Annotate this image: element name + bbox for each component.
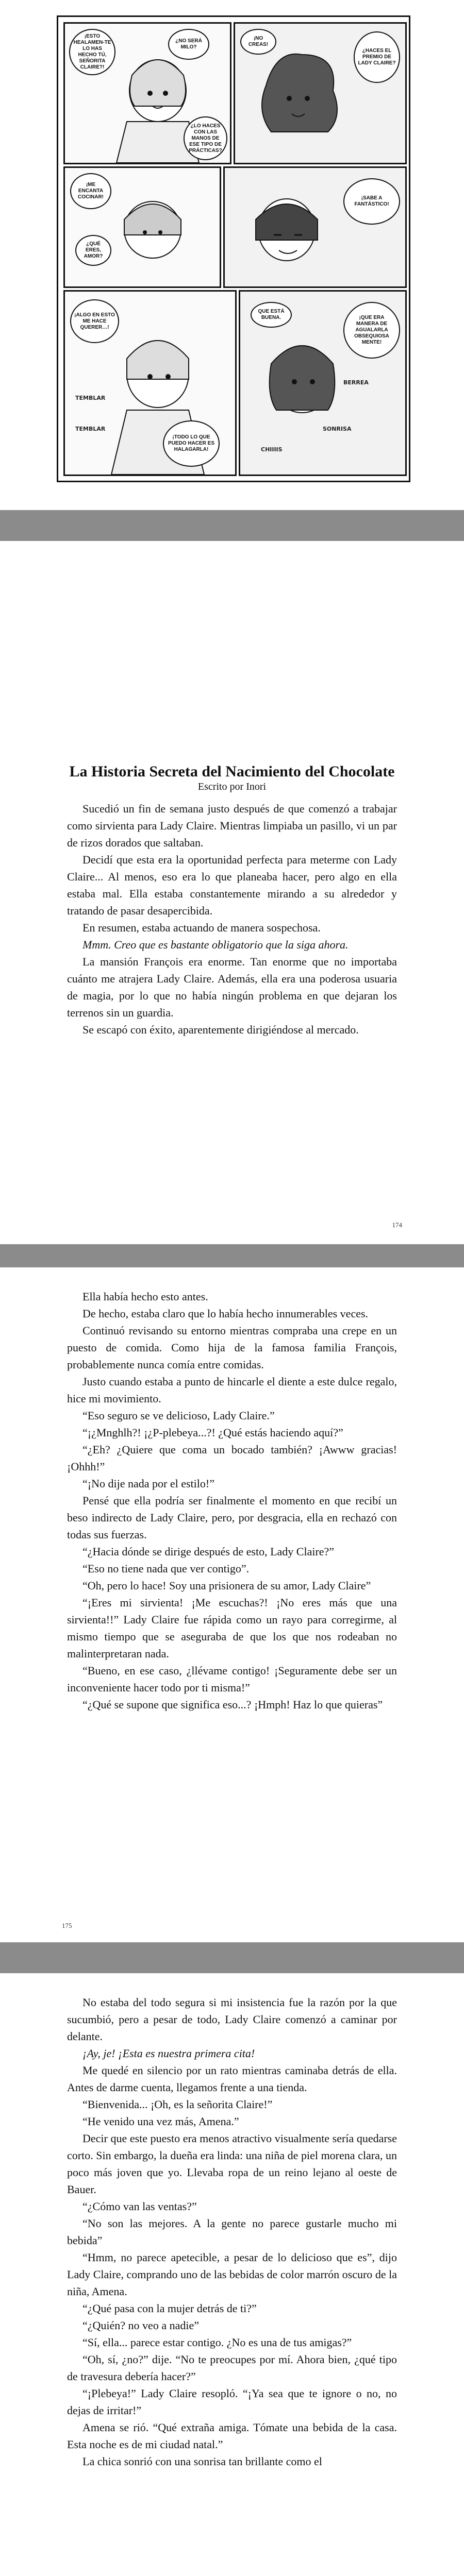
paragraph: “¡¿Mnghlh?! ¡¿P-plebeya...?! ¿Qué estás haciendo aquí?” (82, 1426, 343, 1439)
paragraph: “Bueno, en ese caso, ¿llévame contigo! ¡Seguramente debe ser un inconveniente hacer todo por ti misma!” (67, 1664, 397, 1694)
book-page-175 (0, 1267, 464, 1942)
paragraph: “He venido una vez más, Amena.” (82, 2115, 239, 2128)
paragraph: No estaba del todo segura si mi insistencia fue la razón por la que sucumbió, pero a pesar de todo, Lady Claire comenzó a caminar por delante. (67, 1996, 397, 2043)
speech-bubble: ¡ME ENCANTA COCINAR! (70, 173, 111, 209)
paragraph: Justo cuando estaba a punto de hincarle el diente a este dulce regalo, hice mi movimiento. (67, 1375, 397, 1405)
paragraph: Se escapó con éxito, aparentemente dirigiéndose al mercado. (82, 1023, 359, 1036)
paragraph: “Eso no tiene nada que ver contigo”. (82, 1562, 250, 1575)
paragraph: “¿Cómo van las ventas?” (82, 2200, 197, 2213)
paragraph: “¿Hacia dónde se dirige después de esto, Lady Claire?” (82, 1545, 335, 1558)
manga-panel-5 (63, 290, 237, 476)
paragraph: Decir que este puesto era menos atractivo visualmente sería quedarse corto. Sin embargo, la dueña era linda: una niña de piel morena clara, un poco más joven que yo. Llevaba ropa de un reino lejano al oeste de Bauer. (67, 2132, 397, 2196)
story-author: Escrito por Inori (197, 781, 267, 792)
sound-effect: TEMBLAR (75, 395, 106, 401)
speech-bubble: ¡NO CREAS! (240, 29, 276, 55)
paragraph: “Hmm, no parece apetecible, a pesar de lo delicioso que es”, dijo Lady Claire, comprando uno de las bebidas de color marrón oscuro de la niña, Amena. (67, 2251, 397, 2298)
paragraph: “¡No dije nada por el estilo!” (82, 1477, 214, 1490)
sound-effect: CHIIIIS (261, 446, 283, 453)
manga-panel-6 (239, 290, 407, 476)
paragraph: “Sí, ella... parece estar contigo. ¿No es una de tus amigas?” (82, 2336, 352, 2349)
manga-panel-1 (63, 22, 231, 164)
paragraph: ¡Ay, je! ¡Esta es nuestra primera cita! (82, 2047, 255, 2060)
book-page-174 (0, 541, 464, 1244)
paragraph: “¿Quién? no veo a nadie” (82, 2319, 199, 2332)
paragraph: “Bienvenida... ¡Oh, es la señorita Claire!” (82, 2098, 273, 2111)
paragraph: En resumen, estaba actuando de manera sospechosa. (82, 921, 321, 934)
speech-bubble: ¡TODO LO QUE PUEDO HACER ES HALAGARLA! (163, 420, 220, 467)
page-number: 175 (62, 1922, 72, 1929)
paragraph: De hecho, estaba claro que lo había hecho innumerables veces. (82, 1307, 369, 1320)
manga-illustration (57, 15, 410, 482)
sound-effect: BERREA (343, 379, 369, 386)
paragraph: “¿Eh? ¿Quiere que coma un bocado también? ¡Awww gracias! ¡Ohhh!” (67, 1443, 397, 1473)
paragraph: Amena se rió. “Qué extraña amiga. Tómate una bebida de la casa. Esta noche es de mi ciudad natal.” (67, 2421, 397, 2451)
paragraph: Continuó revisando su entorno mientras compraba una crepe en un puesto de comida. Como hija de la famosa familia François, probablemente nunca comía entre comidas. (67, 1324, 397, 1371)
manga-panel-2 (234, 22, 407, 164)
paragraph: “Oh, sí, ¿no?” dije. “No te preocupes por mí. Ahora bien, ¿qué tipo de travesura debería hacer?” (67, 2353, 397, 2383)
story-title: La Historia Secreta del Nacimiento del Chocolate (69, 763, 395, 780)
sound-effect: SONRISA (323, 426, 352, 432)
speech-bubble: QUE ESTÁ BUENA. (251, 302, 292, 328)
paragraph: “Oh, pero lo hace! Soy una prisionera de su amor, Lady Claire” (82, 1579, 371, 1592)
paragraph: “¿Qué se supone que significa eso...? ¡Hmph! Haz lo que quieras” (82, 1698, 383, 1711)
paragraph: Me quedé en silencio por un rato mientras caminaba detrás de ella. Antes de darme cuenta, llegamos frente a una tienda. (67, 2064, 397, 2094)
speech-bubble: ¿HACES EL PREMIO DE LADY CLAIRE? (354, 31, 400, 83)
paragraph: Sucedió un fin de semana justo después de que comenzó a trabajar como sirvienta para Lady Claire. Mientras limpiaba un pasillo, vi un par de rizos dorados que saltaban. (67, 802, 397, 849)
paragraph: “¡Eres mi sirvienta! ¡Me escuchas?! ¡No eres más que una sirvienta!!” Lady Claire fue rápida como un rayo para corregirme, al mismo tiempo que se aseguraba de que los que nos rodeaban no malinterpretaran nada. (67, 1596, 397, 1660)
paragraph: Decidí que esta era la oportunidad perfecta para meterme con Lady Claire... Al menos, eso era lo que planeaba hacer, pero algo en ella estaba mal. Ella estaba constantemente mirando a su alrededor y tratando de pasar desapercibida. (67, 853, 397, 917)
paragraph: “¿Qué pasa con la mujer detrás de ti?” (82, 2302, 257, 2315)
paragraph: Pensé que ella podría ser finalmente el momento en que recibí un beso indirecto de Lady Claire, pero, por desgracia, ella en rechazó con todas sus fuerzas. (67, 1494, 397, 1541)
manga-panel-4 (223, 166, 407, 288)
paragraph: “¡Plebeya!” Lady Claire resopló. “¡Ya sea que te ignore o no, no dejas de irritar!” (67, 2387, 397, 2417)
manga-page (0, 0, 464, 510)
paragraph: La chica sonrió con una sonrisa tan brillante como el (82, 2455, 322, 2468)
paragraph: La mansión François era enorme. Tan enorme que no importaba cuánto me atrajera Lady Claire. Además, ella era una poderosa usuaria de magia, por lo que no había ningún problema en que dejaran los terrenos sin un guardia. (67, 955, 397, 1019)
speech-bubble: ¡ALGO EN ESTO ME HACE QUERER…! (70, 299, 119, 343)
page-number: 174 (392, 1221, 402, 1229)
speech-bubble: ¿QUÉ ERES, AMOR? (75, 235, 111, 266)
paragraph: “No son las mejores. A la gente no parece gustarle mucho mi bebida” (67, 2217, 397, 2247)
manga-panel-3 (63, 166, 221, 288)
speech-bubble: ¡ESTO HEALAMEN-TE LO HAS HECHO TÚ, SEÑORITA CLAIRE?! (69, 29, 115, 75)
speech-bubble: ¡SABE A FANTÁSTICO! (343, 178, 400, 225)
paragraph: “Eso seguro se ve delicioso, Lady Claire.” (82, 1409, 275, 1422)
paragraph: Ella había hecho esto antes. (82, 1290, 208, 1303)
paragraph: Mmm. Creo que es bastante obligatorio que la siga ahora. (82, 938, 349, 951)
sound-effect: TEMBLAR (75, 426, 106, 432)
page-separator (0, 1244, 464, 1267)
book-page-176 (0, 1973, 464, 2576)
speech-bubble: ¡QUE ERA MANERA DE AGUALARLA OBSEQUIOSA MENTE! (343, 302, 400, 359)
speech-bubble: ¿NO SERÁ MILO? (168, 29, 209, 60)
page-separator (0, 510, 464, 541)
speech-bubble: ¿LO HACES CON LAS MANOS DE ESE TIPO DE PRÁCTICAS? (184, 116, 227, 160)
page-separator (0, 1942, 464, 1973)
